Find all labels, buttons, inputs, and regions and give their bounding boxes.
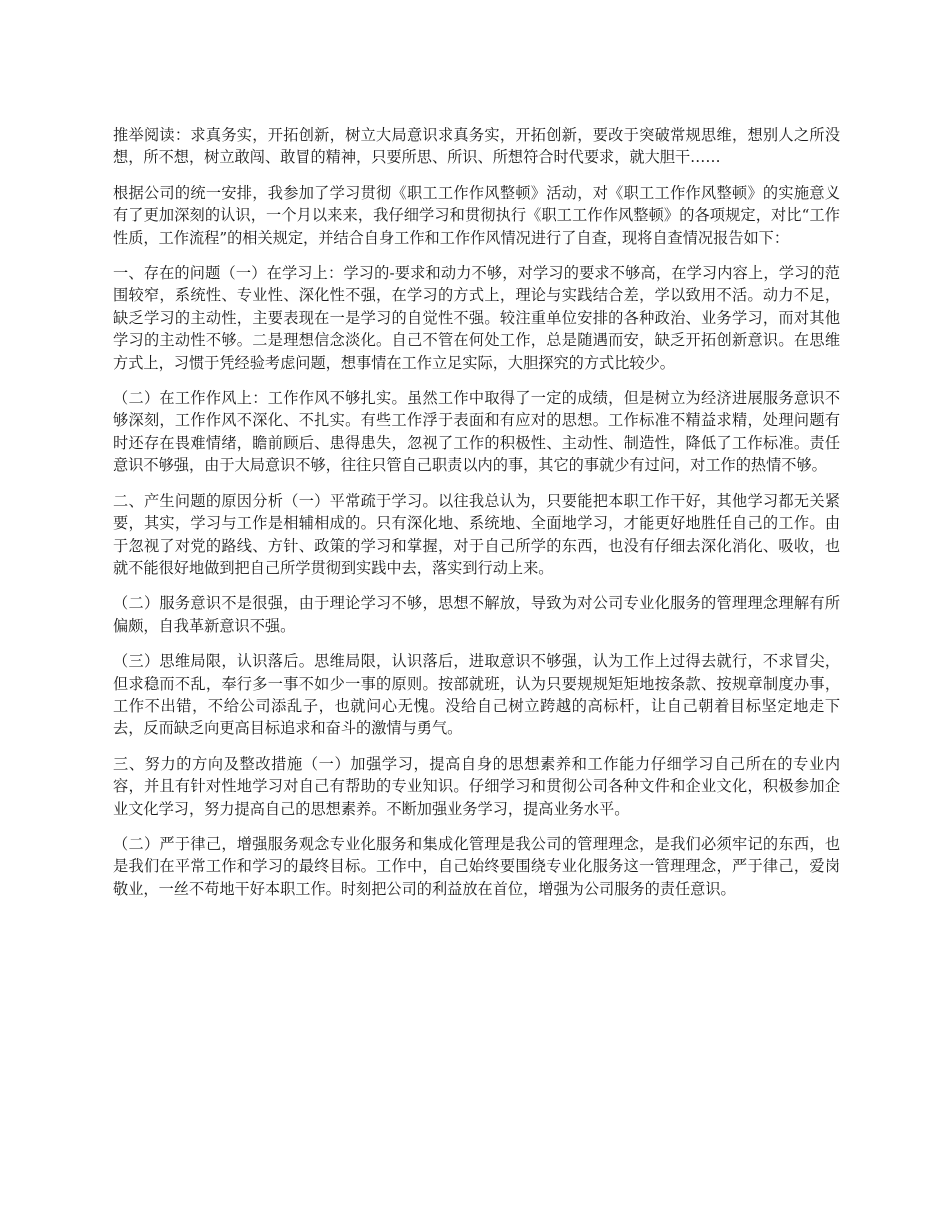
paragraph-measures-discipline: （二）严于律己，增强服务观念专业化服务和集成化管理是我公司的管理理念，是我们必须牢记的东西，也是我们在平常工作和学习的最终目标。工作中，自己始终要围绕专业化服务这一管理理念，严于律己，爱岗敬业，一丝不苟地干好本职工作。时刻把公司的利益放在首位，增强为公司服务的责任意识。 — [113, 834, 840, 898]
paragraph-cause-study: 二、产生问题的原因分析（一）平常疏于学习。以往我总认为，只要能把本职工作干好，其他学习都无关紧要，其实，学习与工作是相辅相成的。只有深化地、系统地、全面地学习，才能更好地胜任自己的工作。由于忽视了对党的路线、方针、政策的学习和掌握，对于自己所学的东西，也没有仔细去深化消化、吸收，也就不能很好地做到把自己所学贯彻到实践中去，落实到行动上来。 — [113, 491, 840, 577]
paragraph-measures-study: 三、努力的方向及整改措施（一）加强学习，提高自身的思想素养和工作能力仔细学习自己所在的专业内容，并且有针对性地学习对自己有帮助的专业知识。仔细学习和贯彻公司各种文件和企业文化，积极参加企业文化学习，努力提高自己的思想素养。不断加强业务学习，提高业务水平。 — [113, 754, 840, 818]
paragraph-introduction: 根据公司的统一安排，我参加了学习贯彻《职工工作作风整顿》活动，对《职工工作作风整顿》的实施意义有了更加深刻的认识，一个月以来来，我仔细学习和贯彻执行《职工工作作风整顿》的各项规定，对比“工作性质，工作流程”的相关规定，并结合自身工作和工作作风情况进行了自查，现将自查情况报告如下： — [113, 183, 840, 247]
paragraph-problems-work-style: （二）在工作作风上：工作作风不够扎实。虽然工作中取得了一定的成绩，但是树立为经济进展服务意识不够深刻，工作作风不深化、不扎实。有些工作浮于表面和有应对的思想。工作标准不精益求精，处理问题有时还存在畏难情绪，瞻前顾后、患得患失，忽视了工作的积极性、主动性、制造性，降低了工作标准。责任意识不够强，由于大局意识不够，往往只管自己职责以内的事，其它的事就少有过问，对工作的热情不够。 — [113, 389, 840, 475]
paragraph-problems-study: 一、存在的问题（一）在学习上：学习的-要求和动力不够，对学习的要求不够高，在学习内容上，学习的范围较窄，系统性、专业性、深化性不强，在学习的方式上，理论与实践结合差，学以致用不活。动力不足，缺乏学习的主动性，主要表现在一是学习的自觉性不强。较注重单位安排的各种政治、业务学习，而对其他学习的主动性不够。二是理想信念淡化。自己不管在何处工作，总是随遇而安，缺乏开拓创新意识。在思维方式上，习惯于凭经验考虑问题，想事情在工作立足实际，大胆探究的方式比较少。 — [113, 264, 840, 372]
paragraph-cause-thinking: （三）思维局限，认识落后。思维局限，认识落后，进取意识不够强，认为工作上过得去就行，不求冒尖，但求稳而不乱，奉行多一事不如少一事的原则。按部就班，认为只要规规矩矩地按条款、按规章制度办事，工作不出错，不给公司添乱子，也就问心无愧。没给自己树立跨越的高标杆，让自己朝着目标坚定地走下去，反而缺乏向更高目标追求和奋斗的激情与勇气。 — [113, 652, 840, 738]
paragraph-cause-service: （二）服务意识不是很强，由于理论学习不够，思想不解放，导致为对公司专业化服务的管理理念理解有所偏颇，自我革新意识不强。 — [113, 594, 840, 635]
document-body — [113, 124, 840, 913]
paragraph-recommended-reading: 推举阅读：求真务实，开拓创新，树立大局意识求真务实，开拓创新，要改于突破常规思维，想别人之所没想，所不想，树立敢闯、敢冒的精神，只要所思、所识、所想符合时代要求，就大胆干…… — [113, 126, 840, 167]
